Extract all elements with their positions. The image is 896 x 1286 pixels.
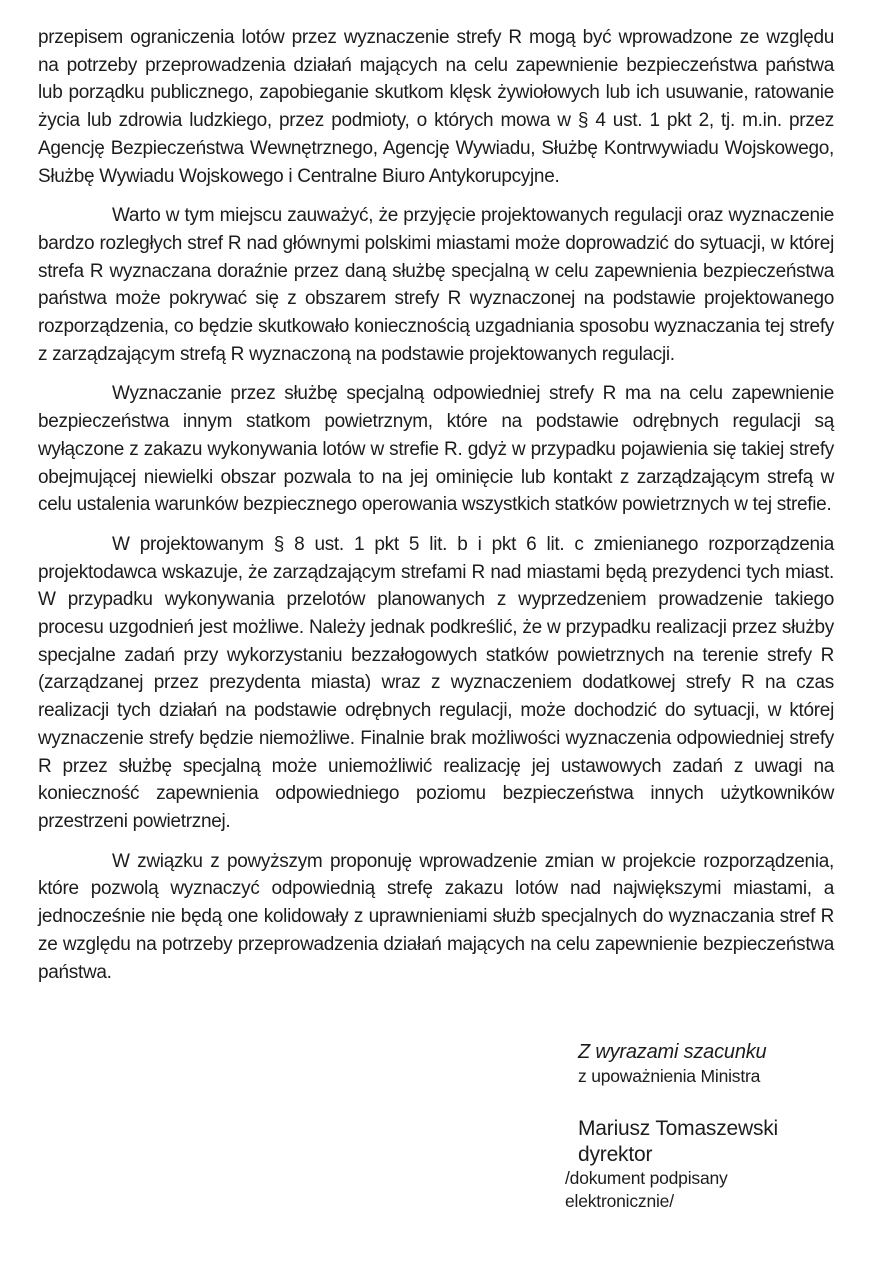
signer [578,1115,834,1167]
signature-block [565,1040,834,1213]
signer-name: Mariusz Tomaszewski [578,1117,779,1141]
letter-body [38,24,834,986]
electronic-signature-note: /dokument podpisany elektronicznie/ [565,1168,728,1212]
signer-title: dyrektor [578,1143,653,1167]
paragraph: W projektowanym § 8 ust. 1 pkt 5 lit. b i pkt 6 lit. c zmienianego rozporządzenia projektodawca wskazuje, że zarządzającym strefami R nad miastami będą prezydenci tych miast. W przypadku wykonywania przelotów planowanych z wyprzedzeniem prowadzenie takiego procesu uzgodnień jest możliwe. Należy jednak podkreślić, że w przypadku realizacji przez służby specjalne zadań przy wykorzystaniu bezzałogowych statków powietrznych na terenie strefy R (zarządzanej przez prezydenta miasta) wraz z wyznaczeniem dodatkowej strefy R na czas realizacji tych działań na podstawie odrębnych regulacji, może dochodzić do sytuacji, w której wyznaczenie strefy będzie niemożliwe. Finalnie brak możliwości wyznaczenia odpowiedniej strefy R przez służbę specjalną może uniemożliwić realizację jej ustawowych zadań z uwagi na konieczność zapewnienia odpowiedniego poziomu bezpieczeństwa innych użytkowników przestrzeni powietrznej. [38,533,834,832]
paragraph: Wyznaczanie przez służbę specjalną odpowiedniej strefy R ma na celu zapewnienie bezpieczeństwa innym statkom powietrznym, które na podstawie odrębnych regulacji są wyłączone z zakazu wykonywania lotów w strefie R. gdyż w przypadku pojawienia się takiej strefy obejmującej niewielki obszar pozwala to na jej ominięcie lub kontakt z zarządzającym strefą w celu ustalenia warunków bezpiecznego operowania wszystkich statków powietrznych w tej strefie. [38,383,834,516]
closing-phrase: Z wyrazami szacunku [578,1041,767,1064]
paragraph: Warto w tym miejscu zauważyć, że przyjęcie projektowanych regulacji oraz wyznaczenie bardzo rozległych stref R nad głównymi polskimi miastami może doprowadzić do sytuacji, w której strefa R wyznaczana doraźnie przez daną służbę specjalną w celu zapewnienia bezpieczeństwa państwa może pokrywać się z obszarem strefy R wyznaczonej na podstawie projektowanego rozporządzenia, co będzie skutkowało koniecznością uzgadniania sposobu wyznaczania tej strefy z zarządzającym strefą R wyznaczoną na podstawie projektowanych regulacji. [38,205,834,365]
paragraph: W związku z powyższym proponuję wprowadzenie zmian w projekcie rozporządzenia, które pozwolą wyznaczyć odpowiednią strefę zakazu lotów nad największymi miastami, a jednocześnie nie będą one kolidowały z uprawnieniami służb specjalnych do wyznaczania stref R ze względu na potrzeby przeprowadzenia działań mających na celu zapewnienie bezpieczeństwa państwa. [38,850,834,983]
authorization-line: z upoważnienia Ministra [578,1066,761,1087]
paragraph-continuation: przepisem ograniczenia lotów przez wyznaczenie strefy R mogą być wprowadzone ze względu na potrzeby przeprowadzenia działań mających na celu zapewnienie bezpieczeństwa państwa lub porządku publicznego, zapobieganie skutkom klęsk żywiołowych lub ich usuwanie, ratowanie życia lub zdrowia ludzkiego, przez podmioty, o których mowa w § 4 ust. 1 pkt 2, tj. m.in. przez Agencję Bezpieczeństwa Wewnętrznego, Agencję Wywiadu, Służbę Kontrwywiadu Wojskowego, Służbę Wywiadu Wojskowego i Centralne Biuro Antykorupcyjne. [38,27,834,187]
